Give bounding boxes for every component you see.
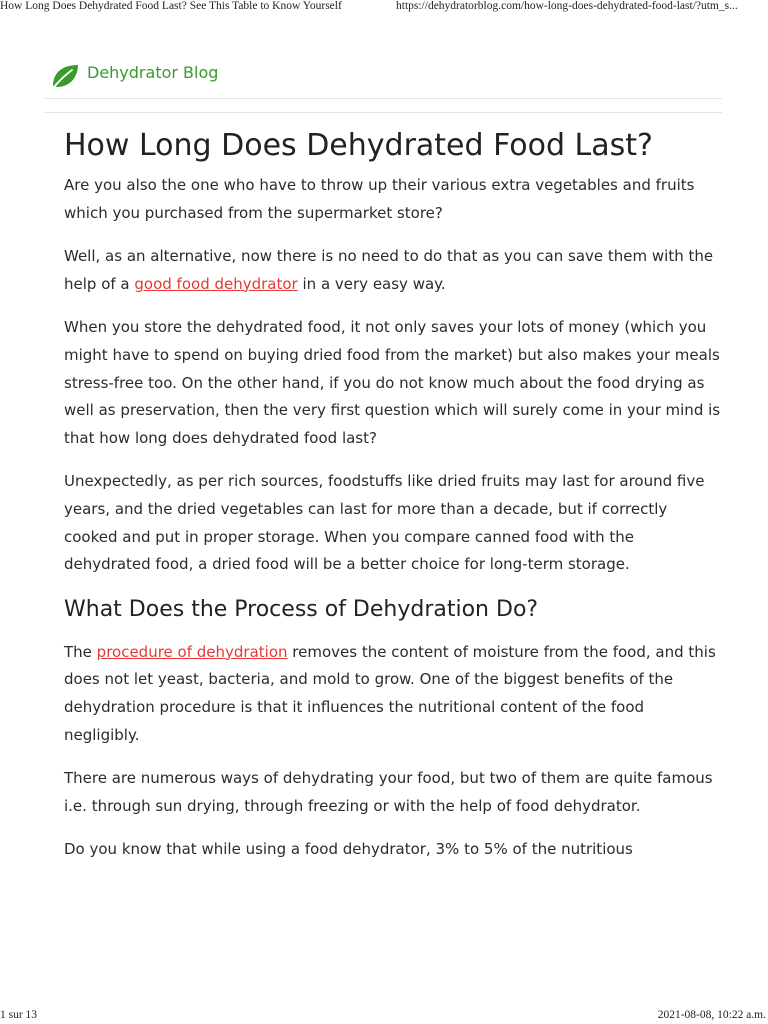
paragraph-shelf-life: Unexpectedly, as per rich sources, foodstuffs like dried fruits may last for around five years, and the dried vegetables can last for more than a decade, but if correctly cooked and put in proper storage. When you compare canned food with the dehydrated food, a dried food will be a better choice for long-term storage. <box>64 472 705 574</box>
site-header <box>45 56 722 99</box>
article-title: How Long Does Dehydrated Food Last? <box>64 128 653 163</box>
paragraph-intro: Are you also the one who have to throw up their various extra vegetables and fruits which you purchased from the supermarket store? <box>64 176 695 222</box>
print-page-title: How Long Does Dehydrated Food Last? See This Table to Know Yourself <box>0 0 342 12</box>
section-heading: What Does the Process of Dehydration Do? <box>64 596 539 622</box>
paragraph-nutrients: Do you know that while using a food dehydrator, 3% to 5% of the nutritious <box>64 840 633 859</box>
paragraph-storage: When you store the dehydrated food, it not only saves your lots of money (which you might have to spend on buying dried food from the market) but also makes your meals stress-free too. On the other hand, if you do not know much about the food drying as well as preservation, then the very first question which will surely come in your mind is that how long does dehydrated food last? <box>64 318 721 447</box>
print-datetime: 2021-08-08, 10:22 a.m. <box>657 1009 766 1021</box>
paragraph-process <box>64 639 724 749</box>
header-divider <box>45 112 722 113</box>
print-header <box>0 0 768 14</box>
paragraph-text: The <box>64 642 97 661</box>
site-brand-link[interactable]: Dehydrator Blog <box>87 63 219 82</box>
paragraph-text: in a very easy way. <box>297 274 446 293</box>
print-footer <box>0 1009 768 1023</box>
page-number: 1 sur 13 <box>0 1009 38 1021</box>
paragraph-text: Well, as an alternative, now there is no need to do that as you can save them with the help of a <box>64 247 714 293</box>
print-page-url: https://dehydratorblog.com/how-long-does-dehydrated-food-last/?utm_s... <box>396 0 738 12</box>
leaf-icon[interactable] <box>49 60 81 92</box>
article <box>64 128 724 880</box>
paragraph-text: removes the content of moisture from the food, and this does not let yeast, bacteria, and mold to grow. One of the biggest benefits of the dehydration procedure is that it influences the nutritional content of the food negligibly. <box>64 642 716 744</box>
procedure-of-dehydration-link[interactable]: procedure of dehydration <box>96 642 288 661</box>
paragraph-methods: There are numerous ways of dehydrating your food, but two of them are quite famous i.e. through sun drying, through freezing or with the help of food dehydrator. <box>64 769 713 815</box>
good-food-dehydrator-link[interactable]: good food dehydrator <box>134 274 298 293</box>
paragraph-alternative <box>64 243 724 298</box>
